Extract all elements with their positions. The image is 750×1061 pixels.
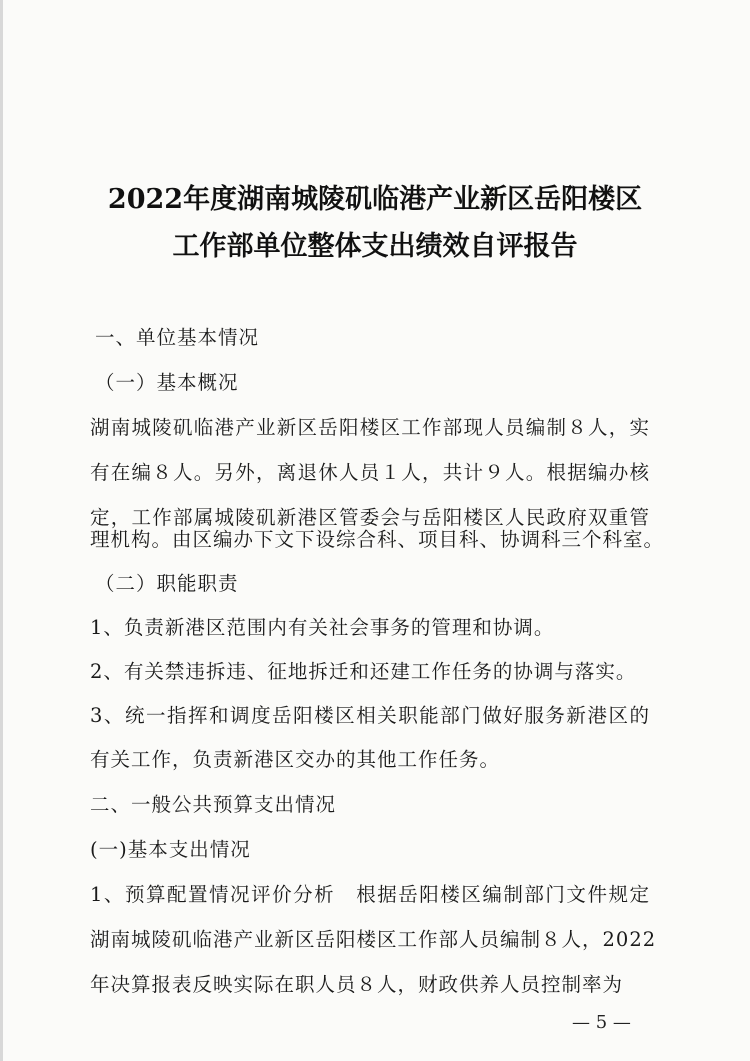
- report-title-line-1: 2022年度湖南城陵矶临港产业新区岳阳楼区: [107, 184, 643, 215]
- paragraph-line: 定，工作部属城陵矶新港区管委会与岳阳楼区人民政府双重管: [90, 506, 650, 529]
- duty-item-1: 1、负责新港区范围内有关社会事务的管理和协调。: [90, 616, 555, 639]
- report-title-line-2: 工作部单位整体支出绩效自评报告: [172, 231, 578, 262]
- duty-item-2: 2、有关禁违拆违、征地拆迁和还建工作任务的协调与落实。: [90, 660, 637, 683]
- duty-item-3-line-1: 3、统一指挥和调度岳阳楼区相关职能部门做好服务新港区的: [90, 704, 650, 727]
- paragraph-line: 1、预算配置情况评价分析 根据岳阳楼区编制部门文件规定: [90, 883, 650, 906]
- paragraph-line: 理机构。由区编办下文下设综合科、项目科、协调科三个科室。: [90, 528, 665, 551]
- subsection-heading-2-1: (一)基本支出情况: [90, 838, 251, 861]
- scan-edge: [0, 0, 3, 1061]
- section-heading-2: 二、一般公共预算支出情况: [90, 793, 337, 816]
- page-number: — 5 —: [572, 1012, 631, 1033]
- paragraph-line: 有在编８人。另外，离退休人员１人，共计９人。根据编办核: [90, 461, 650, 484]
- paragraph-line: 湖南城陵矶临港产业新区岳阳楼区工作部人员编制８人，2022: [90, 928, 657, 951]
- subsection-heading-1-2: （二）职能职责: [95, 572, 239, 595]
- paragraph-line: 湖南城陵矶临港产业新区岳阳楼区工作部现人员编制８人，实: [90, 416, 650, 439]
- paragraph-line: 年决算报表反映实际在职人员８人，财政供养人员控制率为: [90, 973, 624, 996]
- duty-item-3-line-2: 有关工作，负责新港区交办的其他工作任务。: [90, 748, 501, 771]
- subsection-heading-1-1: （一）基本概况: [95, 371, 239, 394]
- section-heading-1: 一、单位基本情况: [95, 326, 260, 349]
